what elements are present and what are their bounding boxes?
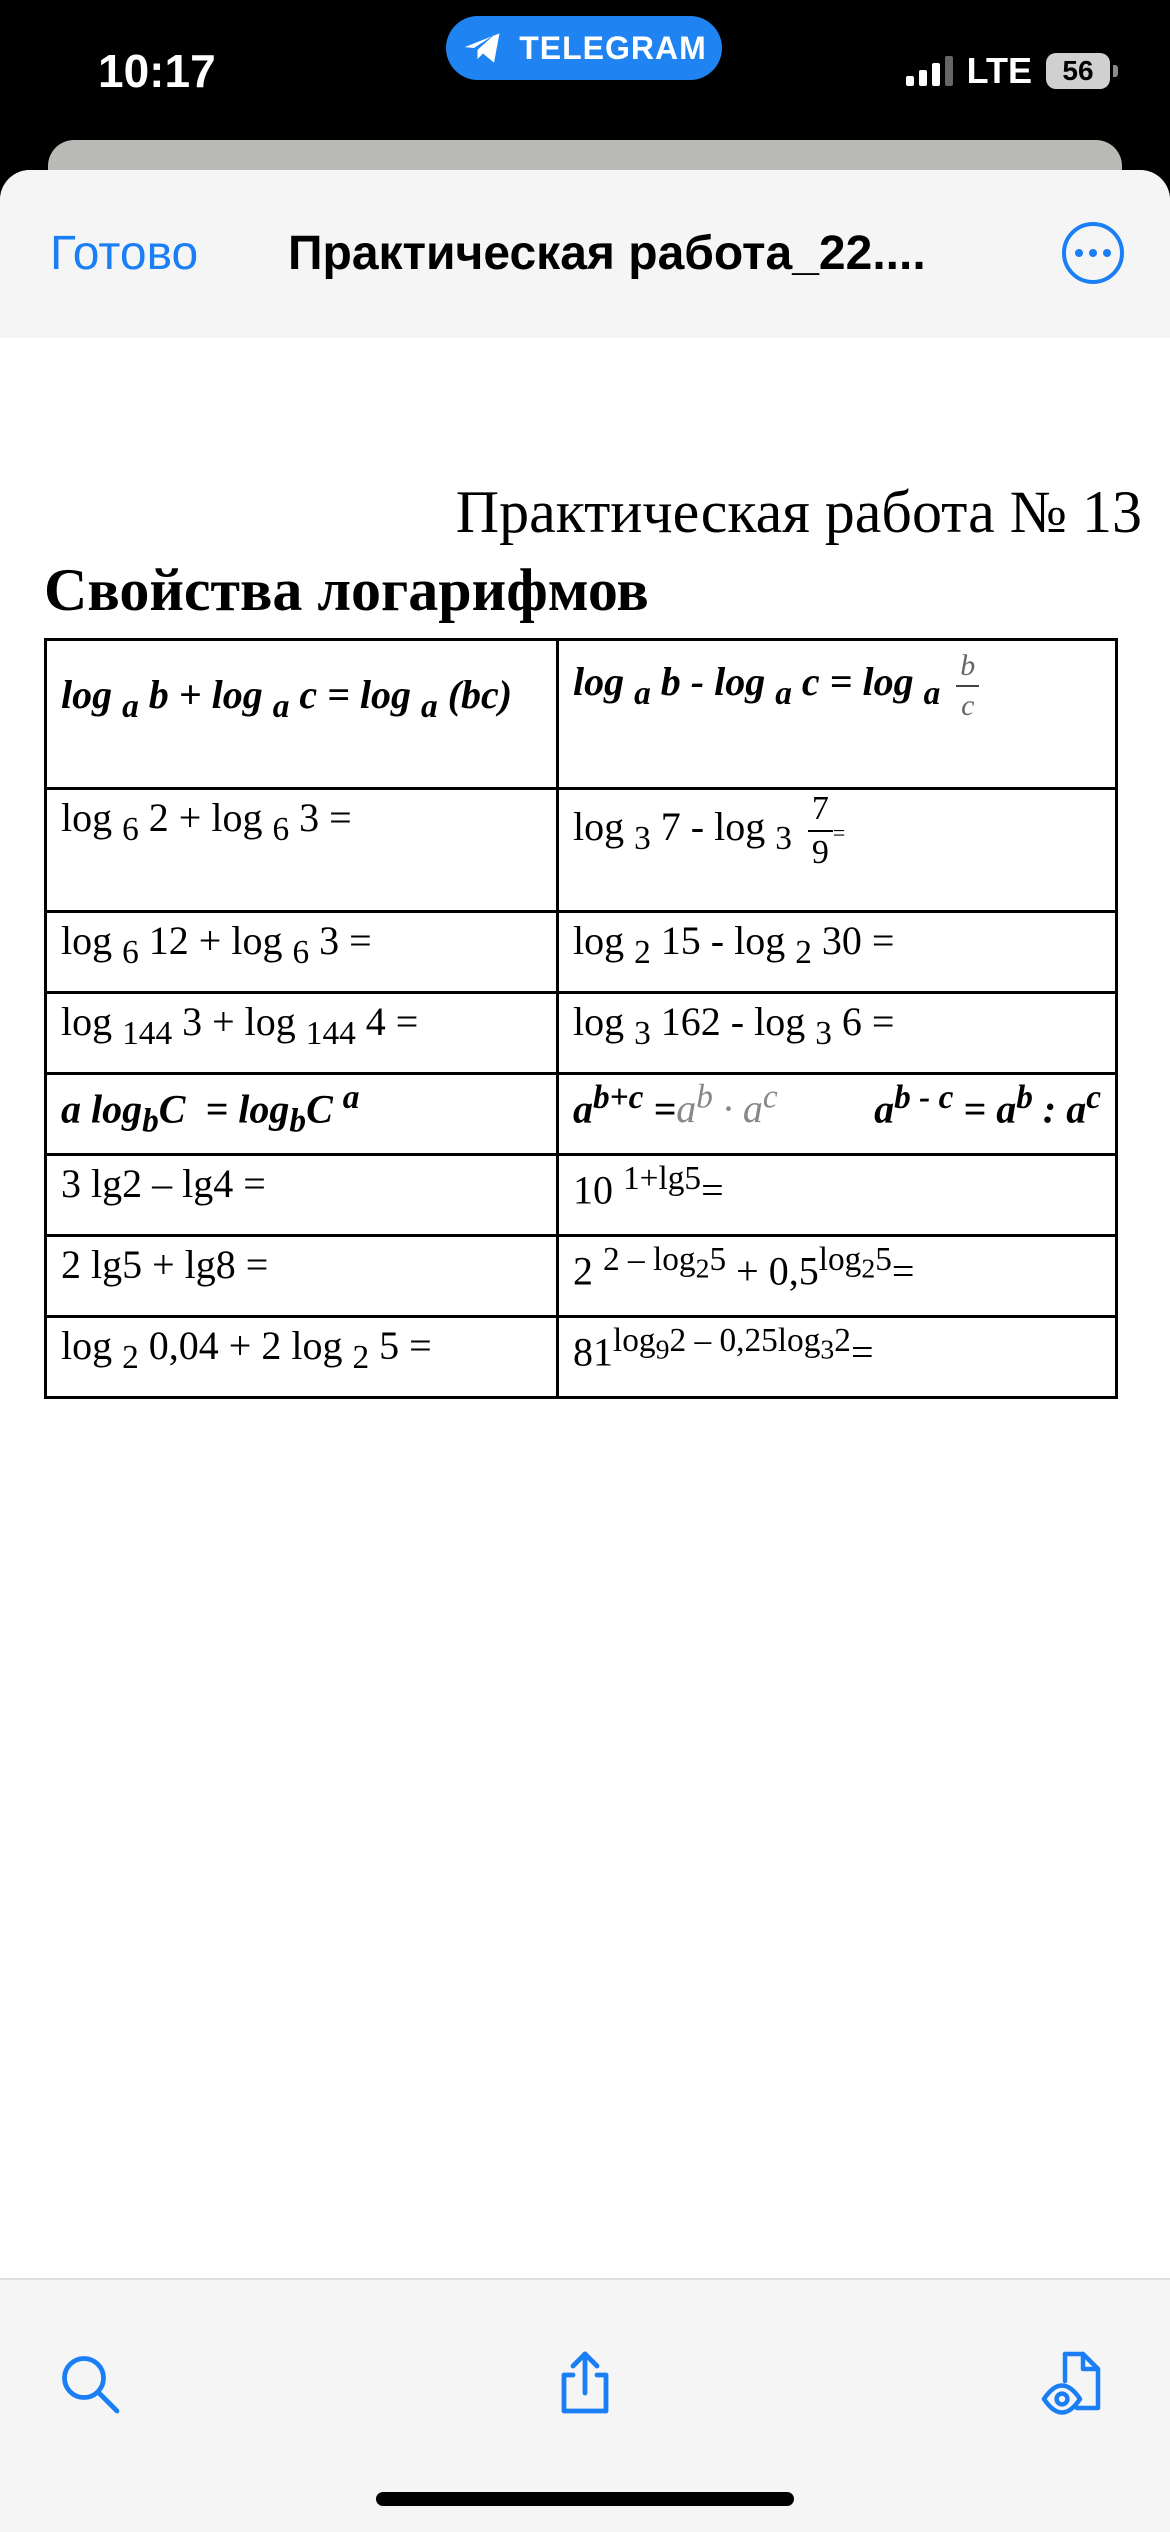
- table-row: [46, 640, 1117, 789]
- page-subheading: Свойства логарифмов: [44, 557, 649, 623]
- table-cell: log $_2$ 0,04 + 2 log $_2$ 5 =: [46, 1317, 558, 1398]
- share-button[interactable]: [545, 2344, 625, 2424]
- search-button[interactable]: [50, 2344, 130, 2424]
- telegram-icon: [461, 26, 505, 70]
- table-cell: log $_a$ b + log $_a$ c = log $_a$ (bc): [46, 640, 558, 789]
- table-cell: log $_{144}$ 3 + log $_{144}$ 4 =: [46, 993, 558, 1074]
- telegram-pill-label: TELEGRAM: [519, 29, 707, 66]
- document-viewer-sheet: [0, 170, 1170, 2532]
- table-row: [46, 993, 1117, 1074]
- cellular-signal-icon: [906, 56, 953, 86]
- table-cell: log $_3$ 7 - log $_3$ $\frac{7}{9}$ =: [558, 789, 1117, 912]
- table-row: [46, 789, 1117, 912]
- network-type: LTE: [966, 50, 1032, 91]
- fraction: $\frac{b}{c}$: [956, 651, 979, 721]
- table-cell: $81^{log_92 - 0,25log_32}=$: [558, 1317, 1117, 1398]
- page-heading: Практическая работа № 13: [455, 479, 1142, 545]
- home-indicator[interactable]: [376, 2492, 794, 2506]
- battery-level: 56: [1062, 55, 1094, 86]
- table-cell: 2 lg5 + lg8 =: [46, 1236, 558, 1317]
- table-row: [46, 912, 1117, 993]
- table-row: [46, 1317, 1117, 1398]
- document-preview-icon: [1038, 2348, 1110, 2420]
- battery-icon: [1046, 53, 1110, 89]
- fraction: $\frac{7}{9}$: [808, 792, 833, 870]
- status-bar: [0, 0, 1170, 160]
- share-icon: [549, 2348, 621, 2420]
- table-cell: log $_6$ 12 + log $_6$ 3 =: [46, 912, 558, 993]
- table-cell: 10 $^{1+lg5}$=: [558, 1155, 1117, 1236]
- document-title: Практическая работа_22....: [288, 227, 926, 280]
- table-cell: log $_6$ 2 + log $_6$ 3 =: [46, 789, 558, 912]
- table-cell: log $_2$ 15 - log $_2$ 30 =: [558, 912, 1117, 993]
- table-cell: a $\log_bC = \log_bC$ $^a$: [46, 1074, 558, 1155]
- done-button[interactable]: Готово: [50, 227, 199, 280]
- table-cell: log $_a$ b - log $_a$ c = log $_a$ $\frac{b}{c}$: [558, 640, 1117, 789]
- status-time: 10:17: [98, 45, 216, 97]
- table-row: [46, 1074, 1117, 1155]
- return-to-telegram-pill[interactable]: [446, 16, 722, 80]
- search-icon: [54, 2348, 126, 2420]
- table-cell: $a^{b+c} =a^b \cdot a^c$ $a^{b - c} = a^b$ : $a^c$: [558, 1074, 1117, 1155]
- navigation-bar: [0, 170, 1170, 340]
- more-options-icon[interactable]: [1062, 222, 1124, 284]
- formulas-table: [44, 638, 1118, 1399]
- document-page: [0, 338, 1170, 2278]
- status-indicators: [906, 50, 1110, 92]
- table-row: [46, 1155, 1117, 1236]
- table-cell: log $_3$ 162 - log $_3$ 6 =: [558, 993, 1117, 1074]
- table-cell: 2 $^{2 - log_25} + 0,5^{log_25}=$: [558, 1236, 1117, 1317]
- table-cell: 3 lg2 – lg4 =: [46, 1155, 558, 1236]
- table-row: [46, 1236, 1117, 1317]
- document-preview-button[interactable]: [1034, 2344, 1114, 2424]
